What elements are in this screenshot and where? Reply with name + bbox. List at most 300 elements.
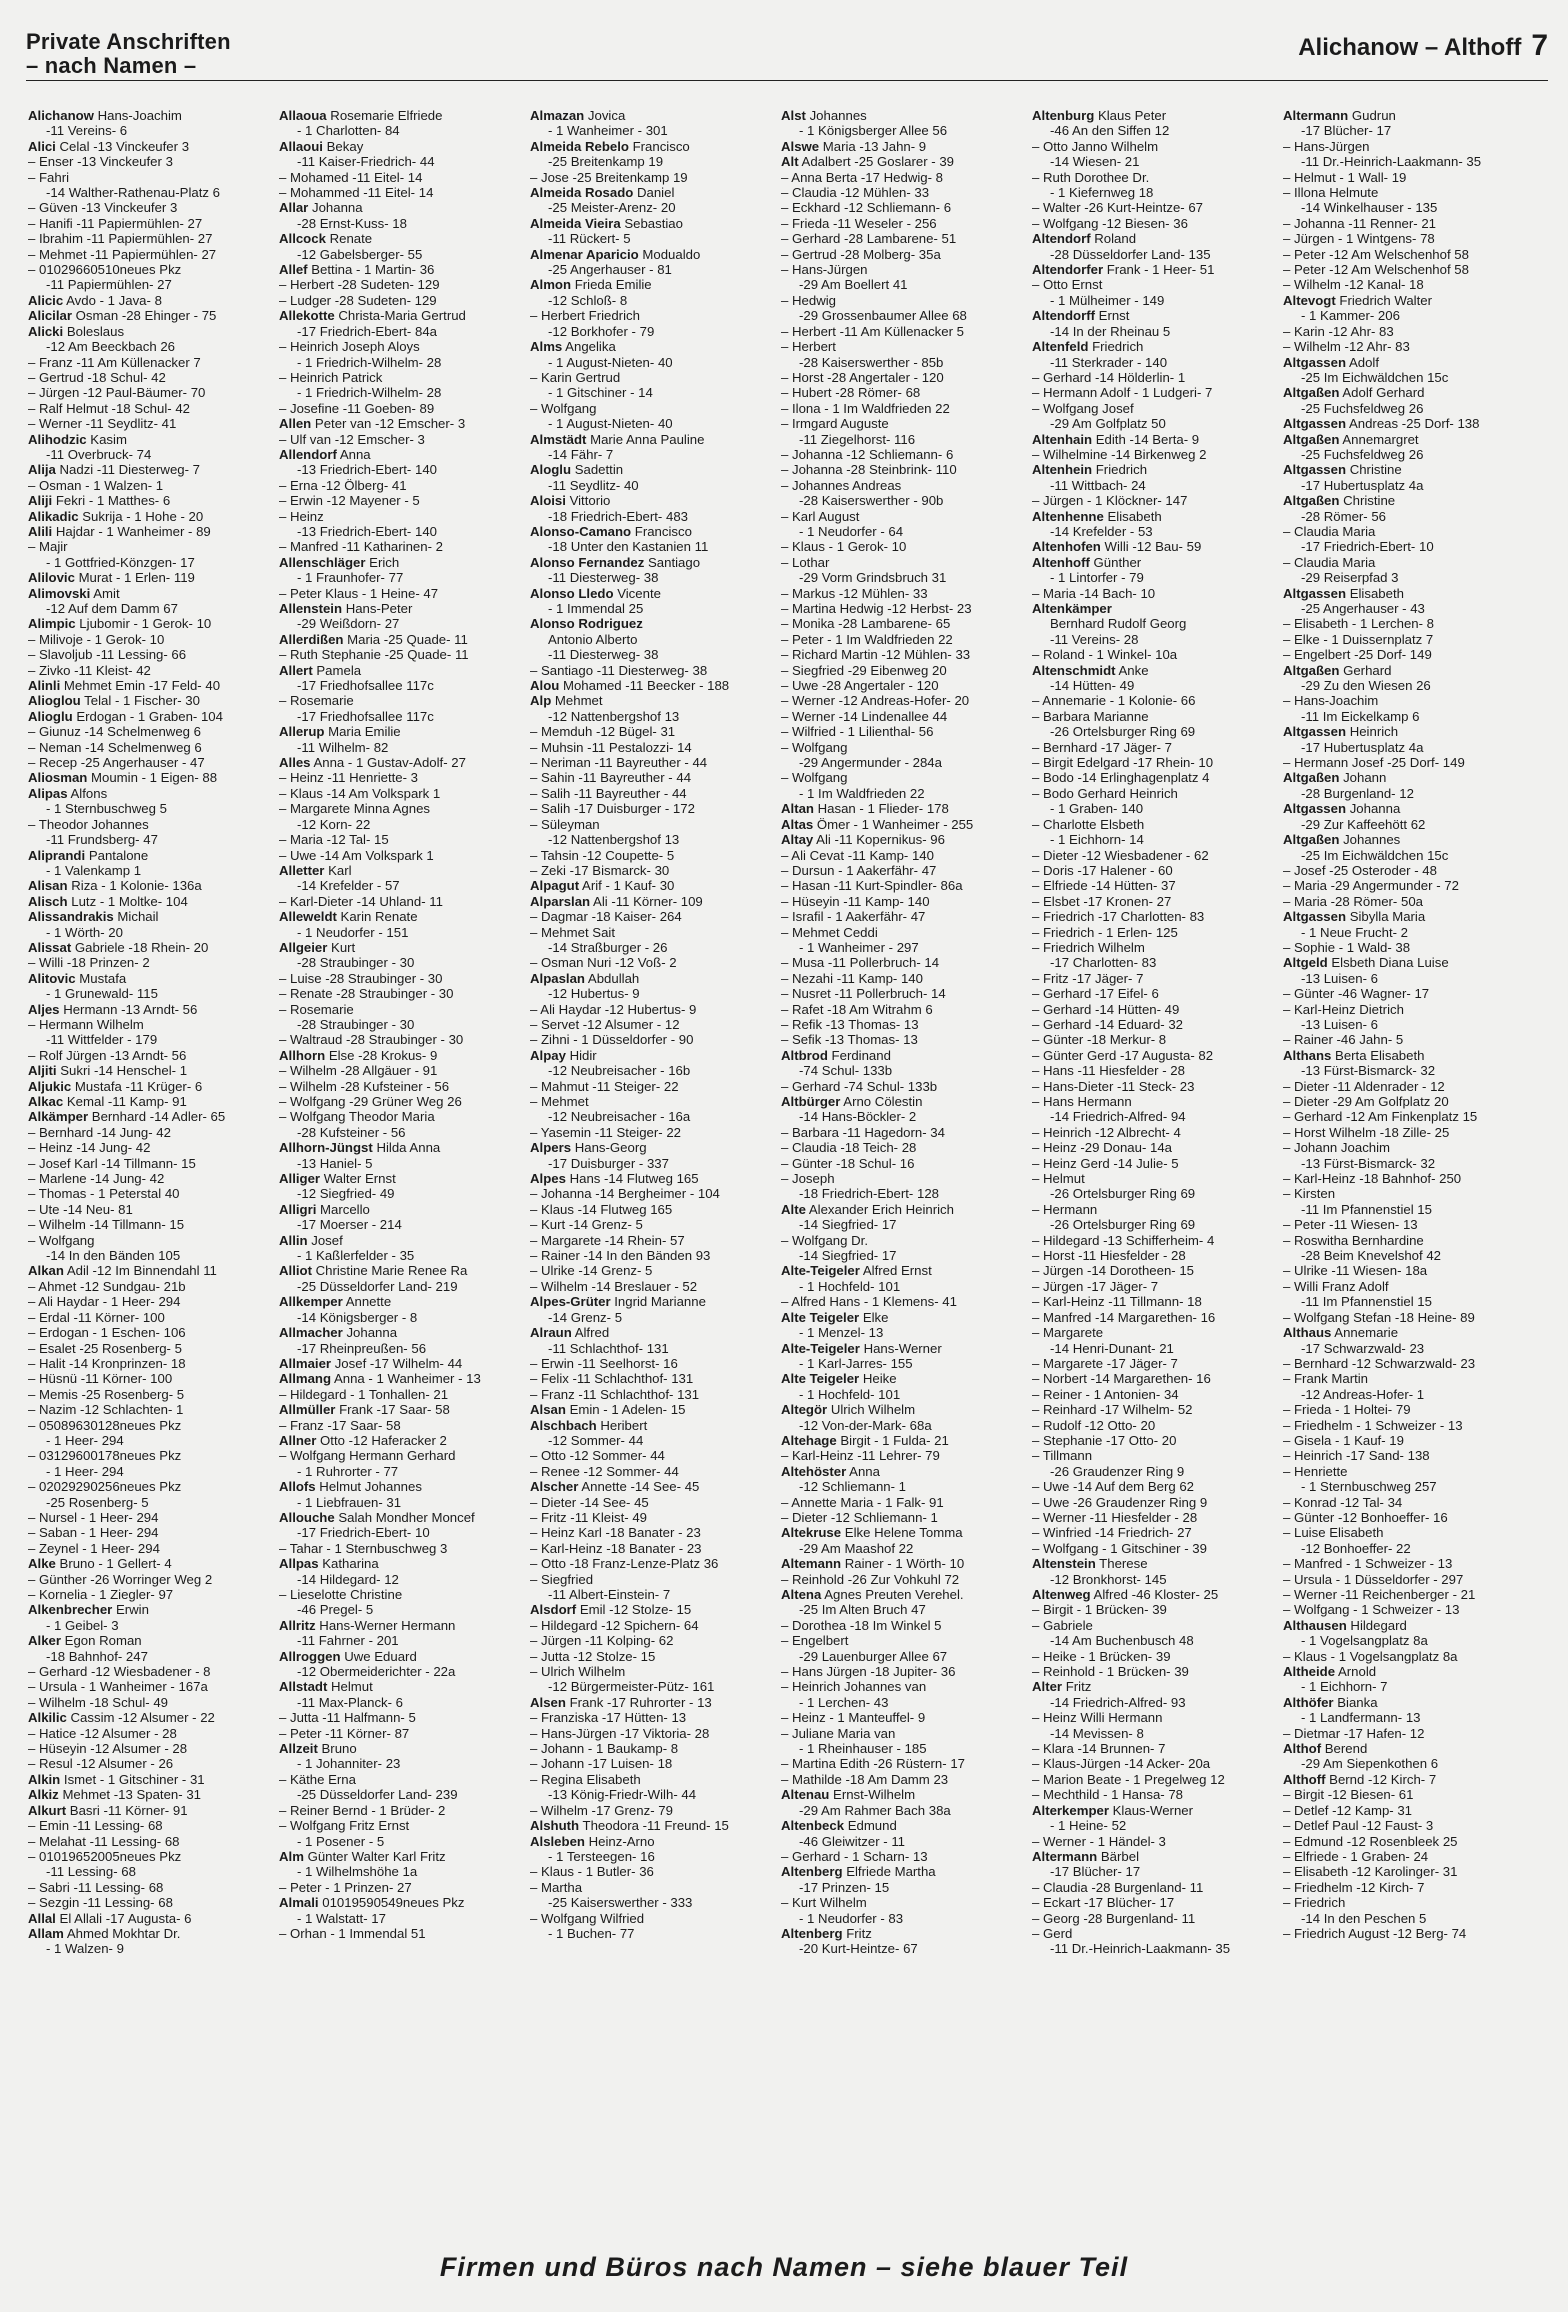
entry-sub-line: – Dagmar -18 Kaiser- 264 <box>530 909 682 925</box>
entry-sub-line: – Gabriele <box>1032 1617 1093 1633</box>
entry-sub-line: – Wolfgang Dr. <box>781 1232 868 1248</box>
entry-address-line: - 1 Sternbuschweg 5 <box>46 801 167 817</box>
surname: Alpay <box>530 1047 566 1063</box>
entry-sub-line: – Muhsin -11 Pestalozzi- 14 <box>530 739 692 755</box>
entry-sub-line: – Sabri -11 Lessing- 68 <box>28 1879 164 1895</box>
entry-address-line: -12 Schloß- 8 <box>548 292 628 308</box>
entry-address-line: -29 Zu den Wiesen 26 <box>1301 678 1431 694</box>
entry-sub-line: – Heinz Gerd -14 Julie- 5 <box>1032 1155 1179 1171</box>
entry-surname-line: Allen Peter van -12 Emscher- 3 <box>279 416 466 432</box>
surname: Altendorff <box>1032 308 1095 324</box>
entry-address-line: -26 Ortelsburger Ring 69 <box>1050 724 1196 740</box>
surname: Altenberg <box>781 1925 843 1941</box>
entry-address-line: -14 Hütten- 49 <box>1050 678 1135 694</box>
surname: Almon <box>530 277 572 293</box>
entry-sub-line: – Wolfgang <box>530 400 597 416</box>
entry-sub-line: – Refik -13 Thomas- 13 <box>781 1016 919 1032</box>
entry-sub-line: – Gerhard -12 Am Finkenplatz 15 <box>1283 1109 1478 1125</box>
surname: Allenschläger <box>279 554 366 570</box>
entry-address-line: - 1 Wanheimer - 297 <box>799 939 919 955</box>
entry-sub-line: – Elfriede - 1 Graben- 24 <box>1283 1848 1429 1864</box>
entry-sub-line: – Henriette <box>1283 1463 1348 1479</box>
entry-sub-line: – Karl-Heinz Dietrich <box>1283 1001 1404 1017</box>
entry-surname-line: Altbrod Ferdinand <box>781 1047 891 1063</box>
entry-sub-line: – Güven -13 Vinckeufer 3 <box>28 200 178 216</box>
entry-address-line: -14 In den Peschen 5 <box>1301 1910 1427 1926</box>
entry-address-line: - 1 August-Nieten- 40 <box>548 416 673 432</box>
entry-sub-line: – Margarete -14 Rhein- 57 <box>530 1232 685 1248</box>
entry-surname-line: Alterkemper Klaus-Werner <box>1032 1802 1194 1818</box>
surname: Aliprandi <box>28 847 86 863</box>
entry-sub-line: – Heinrich Johannes van <box>781 1679 927 1695</box>
entry-address-line: -11 Schlachthof- 131 <box>548 1340 669 1356</box>
entry-sub-line: – Hans-Jürgen <box>1283 138 1370 154</box>
entry-surname-line: Altgaßen Christine <box>1283 493 1396 509</box>
entry-sub-line: – Israfil - 1 Aakerfähr- 47 <box>781 909 926 925</box>
entry-surname-line: Alke Bruno - 1 Gellert- 4 <box>28 1556 172 1572</box>
entry-sub-line: – Hüsnü -11 Körner- 100 <box>28 1371 173 1387</box>
entry-sub-line: – Charlotte Elsbeth <box>1032 816 1145 832</box>
entry-sub-line: – Detlef Paul -12 Faust- 3 <box>1283 1818 1434 1834</box>
entry-address-line: -17 Friedhofsallee 117c <box>297 708 434 724</box>
entry-sub-line: – Giunuz -14 Schelmenweg 6 <box>28 724 202 740</box>
entry-sub-line: – Salih -11 Bayreuther - 44 <box>530 785 687 801</box>
entry-address-line: -17 Friedrich-Ebert- 10 <box>1301 539 1434 555</box>
entry-address-line: - 1 Neudorfer - 64 <box>799 523 904 539</box>
entry-sub-line: – Gerd <box>1032 1925 1073 1941</box>
entry-address-line: -28 Straubinger - 30 <box>297 1016 415 1032</box>
surname: Althöfer <box>1283 1694 1334 1710</box>
entry-sub-line: – Klaus - 1 Gerok- 10 <box>781 539 907 555</box>
entry-sub-line: – Rudolf -12 Otto- 20 <box>1032 1417 1156 1433</box>
entry-surname-line: Altgassen Sibylla Maria <box>1283 909 1426 925</box>
entry-sub-line: – Santiago -11 Diesterweg- 38 <box>530 662 708 678</box>
entry-sub-line: – Luise Elisabeth <box>1283 1525 1384 1541</box>
entry-address-line: -29 Vorm Grindsbruch 31 <box>799 570 947 586</box>
entry-sub-line: – Gerhard -28 Lambarene- 51 <box>781 231 957 247</box>
entry-surname-line: Altevogt Friedrich Walter <box>1283 292 1432 308</box>
entry-sub-line: – Manfred -14 Margarethen- 16 <box>1032 1309 1216 1325</box>
entry-surname-line: Allkemper Annette <box>279 1294 392 1310</box>
entry-sub-line: – Uwe -14 Am Volkspark 1 <box>279 847 434 863</box>
surname: Alkenbrecher <box>28 1602 113 1618</box>
entry-surname-line: Altenhain Edith -14 Berta- 9 <box>1032 431 1200 447</box>
entry-address-line: -17 Duisburger - 337 <box>548 1155 669 1171</box>
entry-address-line: -17 Prinzen- 15 <box>799 1879 890 1895</box>
entry-sub-line: – Jürgen -11 Kolping- 62 <box>530 1633 674 1649</box>
entry-address-line: -13 Haniel- 5 <box>297 1155 373 1171</box>
entry-sub-line: – Karl-Heinz -11 Tillmann- 18 <box>1032 1294 1202 1310</box>
entry-sub-line: – Jürgen - 1 Wintgens- 78 <box>1283 231 1435 247</box>
entry-sub-line: – Mehmet <box>530 1094 589 1109</box>
entry-surname-line: Altgassen Johanna <box>1283 801 1401 817</box>
entry-address-line: -14 In der Rheinau 5 <box>1050 323 1171 339</box>
surname: Almstädt <box>530 431 587 447</box>
entry-sub-line: – Hans-Dieter -11 Steck- 23 <box>1032 1078 1195 1094</box>
entry-sub-line: – Barbara -11 Hagedorn- 34 <box>781 1124 945 1140</box>
surname: Altenhein <box>1032 462 1093 478</box>
entry-surname-line: Allzeit Bruno <box>279 1741 357 1757</box>
entry-sub-line: – Nezahi -11 Kamp- 140 <box>781 970 923 986</box>
surname: Altena <box>781 1587 822 1602</box>
entry-address-line: -74 Schul- 133b <box>799 1063 893 1079</box>
surname: Altermann <box>1032 1848 1098 1864</box>
entry-sub-line: – Karin -12 Ahr- 83 <box>1283 323 1394 339</box>
entry-surname-line: Alkin Ismet - 1 Gitschiner - 31 <box>28 1771 205 1787</box>
entry-surname-line: Alsan Emin - 1 Adelen- 15 <box>530 1402 686 1418</box>
entry-sub-line: – Karl-Heinz -11 Lehrer- 79 <box>781 1448 940 1464</box>
entry-sub-line: – Margarete <box>1032 1325 1104 1341</box>
entry-sub-line: – Neriman -11 Bayreuther - 44 <box>530 755 708 771</box>
entry-sub-line: – Hans Hermann <box>1032 1094 1132 1109</box>
entry-sub-line: – Herbert -28 Sudeten- 129 <box>279 277 440 293</box>
entry-sub-line: – Bernhard -12 Schwarzwald- 23 <box>1283 1355 1476 1371</box>
entry-sub-line: – Ralf Helmut -18 Schul- 42 <box>28 400 190 416</box>
entry-sub-line: – Heinz -11 Henriette- 3 <box>279 770 419 786</box>
entry-sub-line: – Wolfgang - 1 Gitschiner - 39 <box>1032 1540 1207 1556</box>
entry-surname-line: Althaus Annemarie <box>1283 1325 1399 1341</box>
surname: Allkemper <box>279 1294 343 1310</box>
entry-address-line: - 1 Wanheimer - 301 <box>548 123 668 139</box>
entry-sub-line: – Reinhold -26 Zur Vohkuhl 72 <box>781 1571 960 1587</box>
entry-sub-line: – Frieda -11 Weseler - 256 <box>781 215 937 231</box>
entry-address-line: - 1 Neudorfer - 83 <box>799 1910 904 1926</box>
entry-sub-line: – Maria -29 Angermunder - 72 <box>1283 878 1459 894</box>
entry-sub-line: – Lieselotte Christine <box>279 1587 403 1602</box>
directory-columns <box>28 108 1528 2244</box>
entry-surname-line: Althans Berta Elisabeth <box>1283 1047 1425 1063</box>
entry-sub-line: – Friedrich - 1 Erlen- 125 <box>1032 924 1178 940</box>
entry-sub-line: – Hüseyin -11 Kamp- 140 <box>781 893 930 909</box>
entry-address-line: -29 Reiserpfad 3 <box>1301 570 1399 586</box>
entry-surname-line: Altehöster Anna <box>781 1463 880 1479</box>
entry-sub-line: – Günter -12 Bonhoeffer- 16 <box>1283 1509 1448 1525</box>
entry-sub-line: – Friedrich August -12 Berg- 74 <box>1283 1925 1467 1941</box>
entry-address-line: -11 Im Eickelkamp 6 <box>1301 708 1420 724</box>
entry-sub-line: – Erna -12 Ölberg- 41 <box>279 477 407 493</box>
surname: Altheide <box>1283 1664 1336 1680</box>
entry-surname-line: Aljukic Mustafa -11 Krüger- 6 <box>28 1078 203 1094</box>
entry-address-line: - 1 August-Nieten- 40 <box>548 354 673 370</box>
surname: Alpes <box>530 1171 566 1187</box>
entry-address-line: -14 Winkelhauser - 135 <box>1301 200 1438 216</box>
entry-sub-line: – Heinrich Patrick <box>279 369 383 385</box>
entry-sub-line: – Gerhard -74 Schul- 133b <box>781 1078 938 1094</box>
entry-sub-line: – Wilhelm -17 Grenz- 79 <box>530 1802 673 1818</box>
entry-sub-line: – Heinz Karl -18 Banater - 23 <box>530 1525 701 1541</box>
entry-sub-line: – Wilhelm -28 Allgäuer - 91 <box>279 1063 438 1079</box>
entry-address-line: - 1 Johanniter- 23 <box>297 1756 401 1772</box>
entry-surname-line: Aljes Hermann -13 Arndt- 56 <box>28 1001 198 1017</box>
entry-sub-line: – Karin Gertrud <box>530 369 621 385</box>
directory-column-5 <box>1032 108 1277 2244</box>
entry-sub-line: – Jürgen -17 Jäger- 7 <box>1032 1278 1159 1294</box>
name-range: Alichanow – Althoff <box>1298 34 1522 61</box>
entry-address-line: - 1 Charlotten- 84 <box>297 123 400 139</box>
entry-address-line: -13 Friedrich-Ebert- 140 <box>297 462 437 478</box>
surname: Altenschmidt <box>1032 662 1116 678</box>
surname: Alonso Rodriguez <box>530 616 643 632</box>
entry-address-line: - 1 Heer- 294 <box>46 1432 124 1448</box>
entry-address-line: -12 Korn- 22 <box>297 816 371 832</box>
entry-sub-line: – Peter -12 Am Welschenhof 58 <box>1283 262 1469 278</box>
entry-sub-line: – Roswitha Bernhardine <box>1283 1232 1424 1248</box>
entry-address-line: -46 Gleiwitzer - 11 <box>799 1833 906 1849</box>
entry-address-line: -28 Ernst-Kuss- 18 <box>297 215 407 231</box>
entry-surname-line: Alpes Hans -14 Flutweg 165 <box>530 1171 699 1187</box>
surname: Allritz <box>279 1617 316 1633</box>
entry-address-line: -11 Ziegelhorst- 116 <box>799 431 916 447</box>
entry-address-line: - 1 Walstatt- 17 <box>297 1910 386 1926</box>
entry-sub-line: – Hubert -28 Römer- 68 <box>781 385 921 401</box>
entry-sub-line: – Zihni - 1 Düsseldorfer - 90 <box>530 1032 694 1048</box>
entry-sub-line: – Juliane Maria van <box>781 1725 896 1741</box>
surname: Altermann <box>1283 108 1349 123</box>
entry-surname-line: Allofs Helmut Johannes <box>279 1479 422 1495</box>
surname: Alioglou <box>28 693 81 709</box>
entry-address-line: -14 Wiesen- 21 <box>1050 154 1140 170</box>
entry-surname-line: Alili Hajdar - 1 Wanheimer - 89 <box>28 523 211 539</box>
entry-sub-line: – Dieter -14 See- 45 <box>530 1494 649 1510</box>
entry-sub-line: – Mehmet Ceddi <box>781 924 878 940</box>
entry-surname-line: Allouche Salah Mondher Moncef <box>279 1509 475 1525</box>
surname: Aloisi <box>530 493 566 509</box>
surname: Aljukic <box>28 1078 72 1094</box>
entry-sub-line: – Hedwig <box>781 292 836 308</box>
entry-sub-line: – Fahri <box>28 169 70 185</box>
entry-sub-line: – Dieter -12 Schliemann- 1 <box>781 1509 938 1525</box>
entry-sub-line: – Klaus-Jürgen -14 Acker- 20a <box>1032 1756 1211 1772</box>
entry-sub-line: – Wolfgang Wilfried <box>530 1910 645 1926</box>
entry-sub-line: – Johanna -14 Bergheimer - 104 <box>530 1186 720 1202</box>
entry-address-line: -17 Schwarzwald- 23 <box>1301 1340 1425 1356</box>
surname: Altevogt <box>1283 292 1336 308</box>
surname: Altehöster <box>781 1463 847 1479</box>
surname: Alliot <box>279 1263 312 1279</box>
entry-sub-line: – Josef -25 Osteroder - 48 <box>1283 862 1437 878</box>
entry-surname-line: Almstädt Marie Anna Pauline <box>530 431 705 447</box>
entry-sub-line: – Lothar <box>781 554 830 570</box>
surname: Altenstein <box>1032 1556 1096 1572</box>
entry-surname-line: Altermann Gudrun <box>1283 108 1396 123</box>
entry-sub-line: – Johannes Andreas <box>781 477 902 493</box>
entry-surname-line: Alou Mohamed -11 Beecker - 188 <box>530 678 730 694</box>
entry-sub-line: – Elisabeth -12 Karolinger- 31 <box>1283 1864 1458 1880</box>
entry-surname-line: Altegör Ulrich Wilhelm <box>781 1402 916 1418</box>
entry-sub-line: – Otto -12 Sommer- 44 <box>530 1448 665 1464</box>
entry-address-line: - 1 Friedrich-Wilhelm- 28 <box>297 385 442 401</box>
entry-address-line: -11 Dr.-Heinrich-Laakmann- 35 <box>1301 154 1482 170</box>
entry-surname-line: Alonso Lledo Vicente <box>530 585 661 601</box>
surname: Alst <box>781 108 806 123</box>
entry-sub-line: – Mehmet -11 Papiermühlen- 27 <box>28 246 217 262</box>
entry-address-line: -12 Neubreisacher - 16a <box>548 1109 691 1125</box>
entry-sub-line: – Engelbert <box>781 1633 849 1649</box>
entry-address-line: - 1 Königsberger Allee 56 <box>799 123 948 139</box>
entry-address-line: -14 Straßburger - 26 <box>548 939 668 955</box>
entry-address-line: -14 Mevissen- 8 <box>1050 1725 1144 1741</box>
entry-address-line: -18 Friedrich-Ebert- 483 <box>548 508 688 524</box>
entry-sub-line: – Hans-Jürgen -17 Viktoria- 28 <box>530 1725 710 1741</box>
entry-surname-line: Altas Ömer - 1 Wanheimer - 255 <box>781 816 974 832</box>
entry-surname-line: Altenau Ernst-Wilhelm <box>781 1787 916 1803</box>
entry-sub-line: – Ilona - 1 Im Waldfrieden 22 <box>781 400 950 416</box>
entry-address-line: -25 Düsseldorfer Land- 239 <box>297 1787 458 1803</box>
entry-sub-line: – Stephanie -17 Otto- 20 <box>1032 1432 1177 1448</box>
entry-sub-line: – Monika -28 Lambarene- 65 <box>781 616 951 632</box>
entry-sub-line: – Servet -12 Alsumer - 12 <box>530 1016 680 1032</box>
surname: Alleweldt <box>279 909 337 925</box>
entry-address-line: -25 Angerhauser - 81 <box>548 262 672 278</box>
entry-sub-line: – Josef Karl -14 Tillmann- 15 <box>28 1155 196 1171</box>
entry-sub-line: – Bodo Gerhard Heinrich <box>1032 785 1178 801</box>
entry-address-line: -12 Bürgermeister-Pütz- 161 <box>548 1679 715 1695</box>
entry-address-line: - 1 Fraunhofer- 77 <box>297 570 404 586</box>
entry-sub-line: – Peter -11 Körner- 87 <box>279 1725 410 1741</box>
entry-sub-line: – Zeynel - 1 Heer- 294 <box>28 1540 160 1556</box>
entry-sub-line: – Wilhelm -12 Ahr- 83 <box>1283 339 1410 355</box>
surname: Alshuth <box>530 1818 580 1834</box>
entry-address-line: -12 Von-der-Mark- 68a <box>799 1417 932 1433</box>
entry-sub-line: – Hanifi -11 Papiermühlen- 27 <box>28 215 203 231</box>
entry-sub-line: – Peter Klaus - 1 Heine- 47 <box>279 585 439 601</box>
entry-address-line: -26 Ortelsburger Ring 69 <box>1050 1217 1196 1233</box>
entry-surname-line: Allmüller Frank -17 Saar- 58 <box>279 1402 450 1418</box>
surname: Altgeld <box>1283 955 1328 971</box>
entry-sub-line: – Martha <box>530 1879 583 1895</box>
surname: Altgassen <box>1283 724 1347 740</box>
entry-surname-line: Almali 01019590549neues Pkz <box>279 1895 465 1911</box>
surname: Alp <box>530 693 552 709</box>
entry-surname-line: Allekotte Christa-Maria Gertrud <box>279 308 466 324</box>
surname: Alipas <box>28 785 68 801</box>
entry-sub-line: – Claudia -28 Burgenland- 11 <box>1032 1879 1204 1895</box>
entry-surname-line: Almeida Rosado Daniel <box>530 185 675 201</box>
entry-address-line: - 1 Lintorfer - 79 <box>1050 570 1144 586</box>
entry-address-line: -11 Diesterweg- 38 <box>548 570 659 586</box>
entry-address-line: -25 Breitenkamp 19 <box>548 154 664 170</box>
entry-sub-line: – Elisabeth - 1 Lerchen- 8 <box>1283 616 1435 632</box>
entry-address-line: -11 Wilhelm- 82 <box>297 739 389 755</box>
entry-sub-line: – Franziska -17 Hütten- 13 <box>530 1710 687 1726</box>
entry-surname-line: Alles Anna - 1 Gustav-Adolf- 27 <box>279 755 466 771</box>
entry-sub-line: – Zivko -11 Kleist- 42 <box>28 662 151 678</box>
entry-surname-line: Alkac Kemal -11 Kamp- 91 <box>28 1094 187 1109</box>
entry-sub-line: – Felix -11 Schlachthof- 131 <box>530 1371 694 1387</box>
entry-surname-line: Alshuth Theodora -11 Freund- 15 <box>530 1818 729 1834</box>
entry-surname-line: Altermann Bärbel <box>1032 1848 1140 1864</box>
entry-surname-line: Aliosman Moumin - 1 Eigen- 88 <box>28 770 218 786</box>
entry-sub-line: – Karl August <box>781 508 860 524</box>
entry-address-line: -25 Im Eichwäldchen 15c <box>1301 847 1449 863</box>
entry-surname-line: Alte Teigeler Elke <box>781 1309 889 1325</box>
entry-sub-line: – Slavoljub -11 Lessing- 66 <box>28 647 187 663</box>
entry-sub-line: – Mahmut -11 Steiger- 22 <box>530 1078 679 1094</box>
entry-sub-line: – Markus -12 Mühlen- 33 <box>781 585 928 601</box>
surname: Altehage <box>781 1432 837 1448</box>
entry-surname-line: Alte Teigeler Heike <box>781 1371 897 1387</box>
entry-surname-line: Alp Mehmet <box>530 693 603 709</box>
surname: Allpas <box>279 1556 319 1572</box>
entry-address-line: -14 Siegfried- 17 <box>799 1248 897 1264</box>
surname: Alpaslan <box>530 970 585 986</box>
entry-sub-line: – Recep -25 Angerhauser - 47 <box>28 755 205 771</box>
entry-sub-line: – Eckart -17 Blücher- 17 <box>1032 1895 1175 1911</box>
entry-sub-line: – Eckhard -12 Schliemann- 6 <box>781 200 952 216</box>
entry-sub-line: – Otto Janno Wilhelm <box>1032 138 1159 154</box>
entry-address-line: -17 Rheinpreußen- 56 <box>297 1340 427 1356</box>
entry-sub-line: – Milivoje - 1 Gerok- 10 <box>28 631 165 647</box>
entry-sub-line: – Maria -28 Römer- 50a <box>1283 893 1423 909</box>
entry-sub-line: – Heinz <box>279 508 324 524</box>
entry-surname-line: Althausen Hildegard <box>1283 1617 1407 1633</box>
entry-address-line: -13 Fürst-Bismarck- 32 <box>1301 1063 1436 1079</box>
entry-sub-line: – Klaus -14 Flutweg 165 <box>530 1201 673 1217</box>
entry-address-line: -29 Am Maashof 22 <box>799 1540 914 1556</box>
entry-sub-line: – Richard Martin -12 Mühlen- 33 <box>781 647 971 663</box>
entry-surname-line: Allgeier Kurt <box>279 939 356 955</box>
surname: Alkac <box>28 1094 64 1109</box>
surname: Altgaßen <box>1283 662 1340 678</box>
entry-surname-line: Alihodzic Kasim <box>28 431 127 447</box>
entry-address-line: - 1 Mülheimer - 149 <box>1050 292 1165 308</box>
entry-sub-line: – Hatice -12 Alsumer - 28 <box>28 1725 177 1741</box>
entry-surname-line: Allcock Renate <box>279 231 373 247</box>
entry-address-line: - 1 Friedrich-Wilhelm- 28 <box>297 354 442 370</box>
entry-address-line: -46 An den Siffen 12 <box>1050 123 1170 139</box>
entry-address-line: - 1 Wörth- 20 <box>46 924 123 940</box>
entry-sub-line: – Irmgard Auguste <box>781 416 889 432</box>
surname: Altenweg <box>1032 1587 1091 1602</box>
surname: Althausen <box>1283 1617 1347 1633</box>
entry-sub-line: – Ali Haydar - 1 Heer- 294 <box>28 1294 181 1310</box>
entry-surname-line: Alipas Alfons <box>28 785 108 801</box>
entry-address-line: -14 Krefelder - 57 <box>297 878 400 894</box>
entry-sub-line: – Fritz -17 Jäger- 7 <box>1032 970 1144 986</box>
entry-sub-line: – Saban - 1 Heer- 294 <box>28 1525 159 1541</box>
entry-address-line: -14 Friedrich-Alfred- 94 <box>1050 1109 1186 1125</box>
entry-surname-line: Altenhein Friedrich <box>1032 462 1148 478</box>
entry-surname-line: Altekruse Elke Helene Tomma <box>781 1525 963 1541</box>
entry-sub-line: – Dursun - 1 Aakerfähr- 47 <box>781 862 937 878</box>
entry-sub-line: – Siegfried -29 Eibenweg 20 <box>781 662 947 678</box>
entry-sub-line: – Reinhard -17 Wilhelm- 52 <box>1032 1402 1193 1418</box>
entry-surname-line: Allef Bettina - 1 Martin- 36 <box>279 262 435 278</box>
surname: Allert <box>279 662 313 678</box>
entry-surname-line: Alraun Alfred <box>530 1325 610 1341</box>
entry-sub-line: – 05089630128neues Pkz <box>28 1417 182 1433</box>
surname: Aljiti <box>28 1063 57 1079</box>
entry-sub-line: – Wolfgang Fritz Ernst <box>279 1818 410 1834</box>
entry-sub-line: – Ulrich Wilhelm <box>530 1664 626 1680</box>
entry-address-line: -13 Fürst-Bismarck- 32 <box>1301 1155 1436 1171</box>
entry-address-line: -11 Albert-Einstein- 7 <box>548 1587 671 1602</box>
entry-surname-line: Allhorn Else -28 Krokus- 9 <box>279 1047 438 1063</box>
entry-sub-line: – Heike - 1 Brücken- 39 <box>1032 1648 1171 1664</box>
entry-sub-line: – Dieter -12 Wiesbadener - 62 <box>1032 847 1209 863</box>
surname: Allofs <box>279 1479 316 1495</box>
entry-address-line: -14 Fähr- 7 <box>548 446 614 462</box>
entry-sub-line: – Wolfgang <box>781 739 848 755</box>
entry-sub-line: – Hasan -11 Kurt-Spindler- 86a <box>781 878 963 894</box>
entry-sub-line: – Roland - 1 Winkel- 10a <box>1032 647 1178 663</box>
section-title-line2: – nach Namen – <box>26 53 197 78</box>
entry-sub-line: – Heinrich -12 Albrecht- 4 <box>1032 1124 1181 1140</box>
entry-address-line: -12 Schliemann- 1 <box>799 1479 907 1495</box>
entry-sub-line: – Hüseyin -12 Alsumer - 28 <box>28 1741 188 1757</box>
entry-address-line: -25 Fuchsfeldweg 26 <box>1301 400 1424 416</box>
entry-sub-line: – Kirsten <box>1283 1186 1336 1202</box>
